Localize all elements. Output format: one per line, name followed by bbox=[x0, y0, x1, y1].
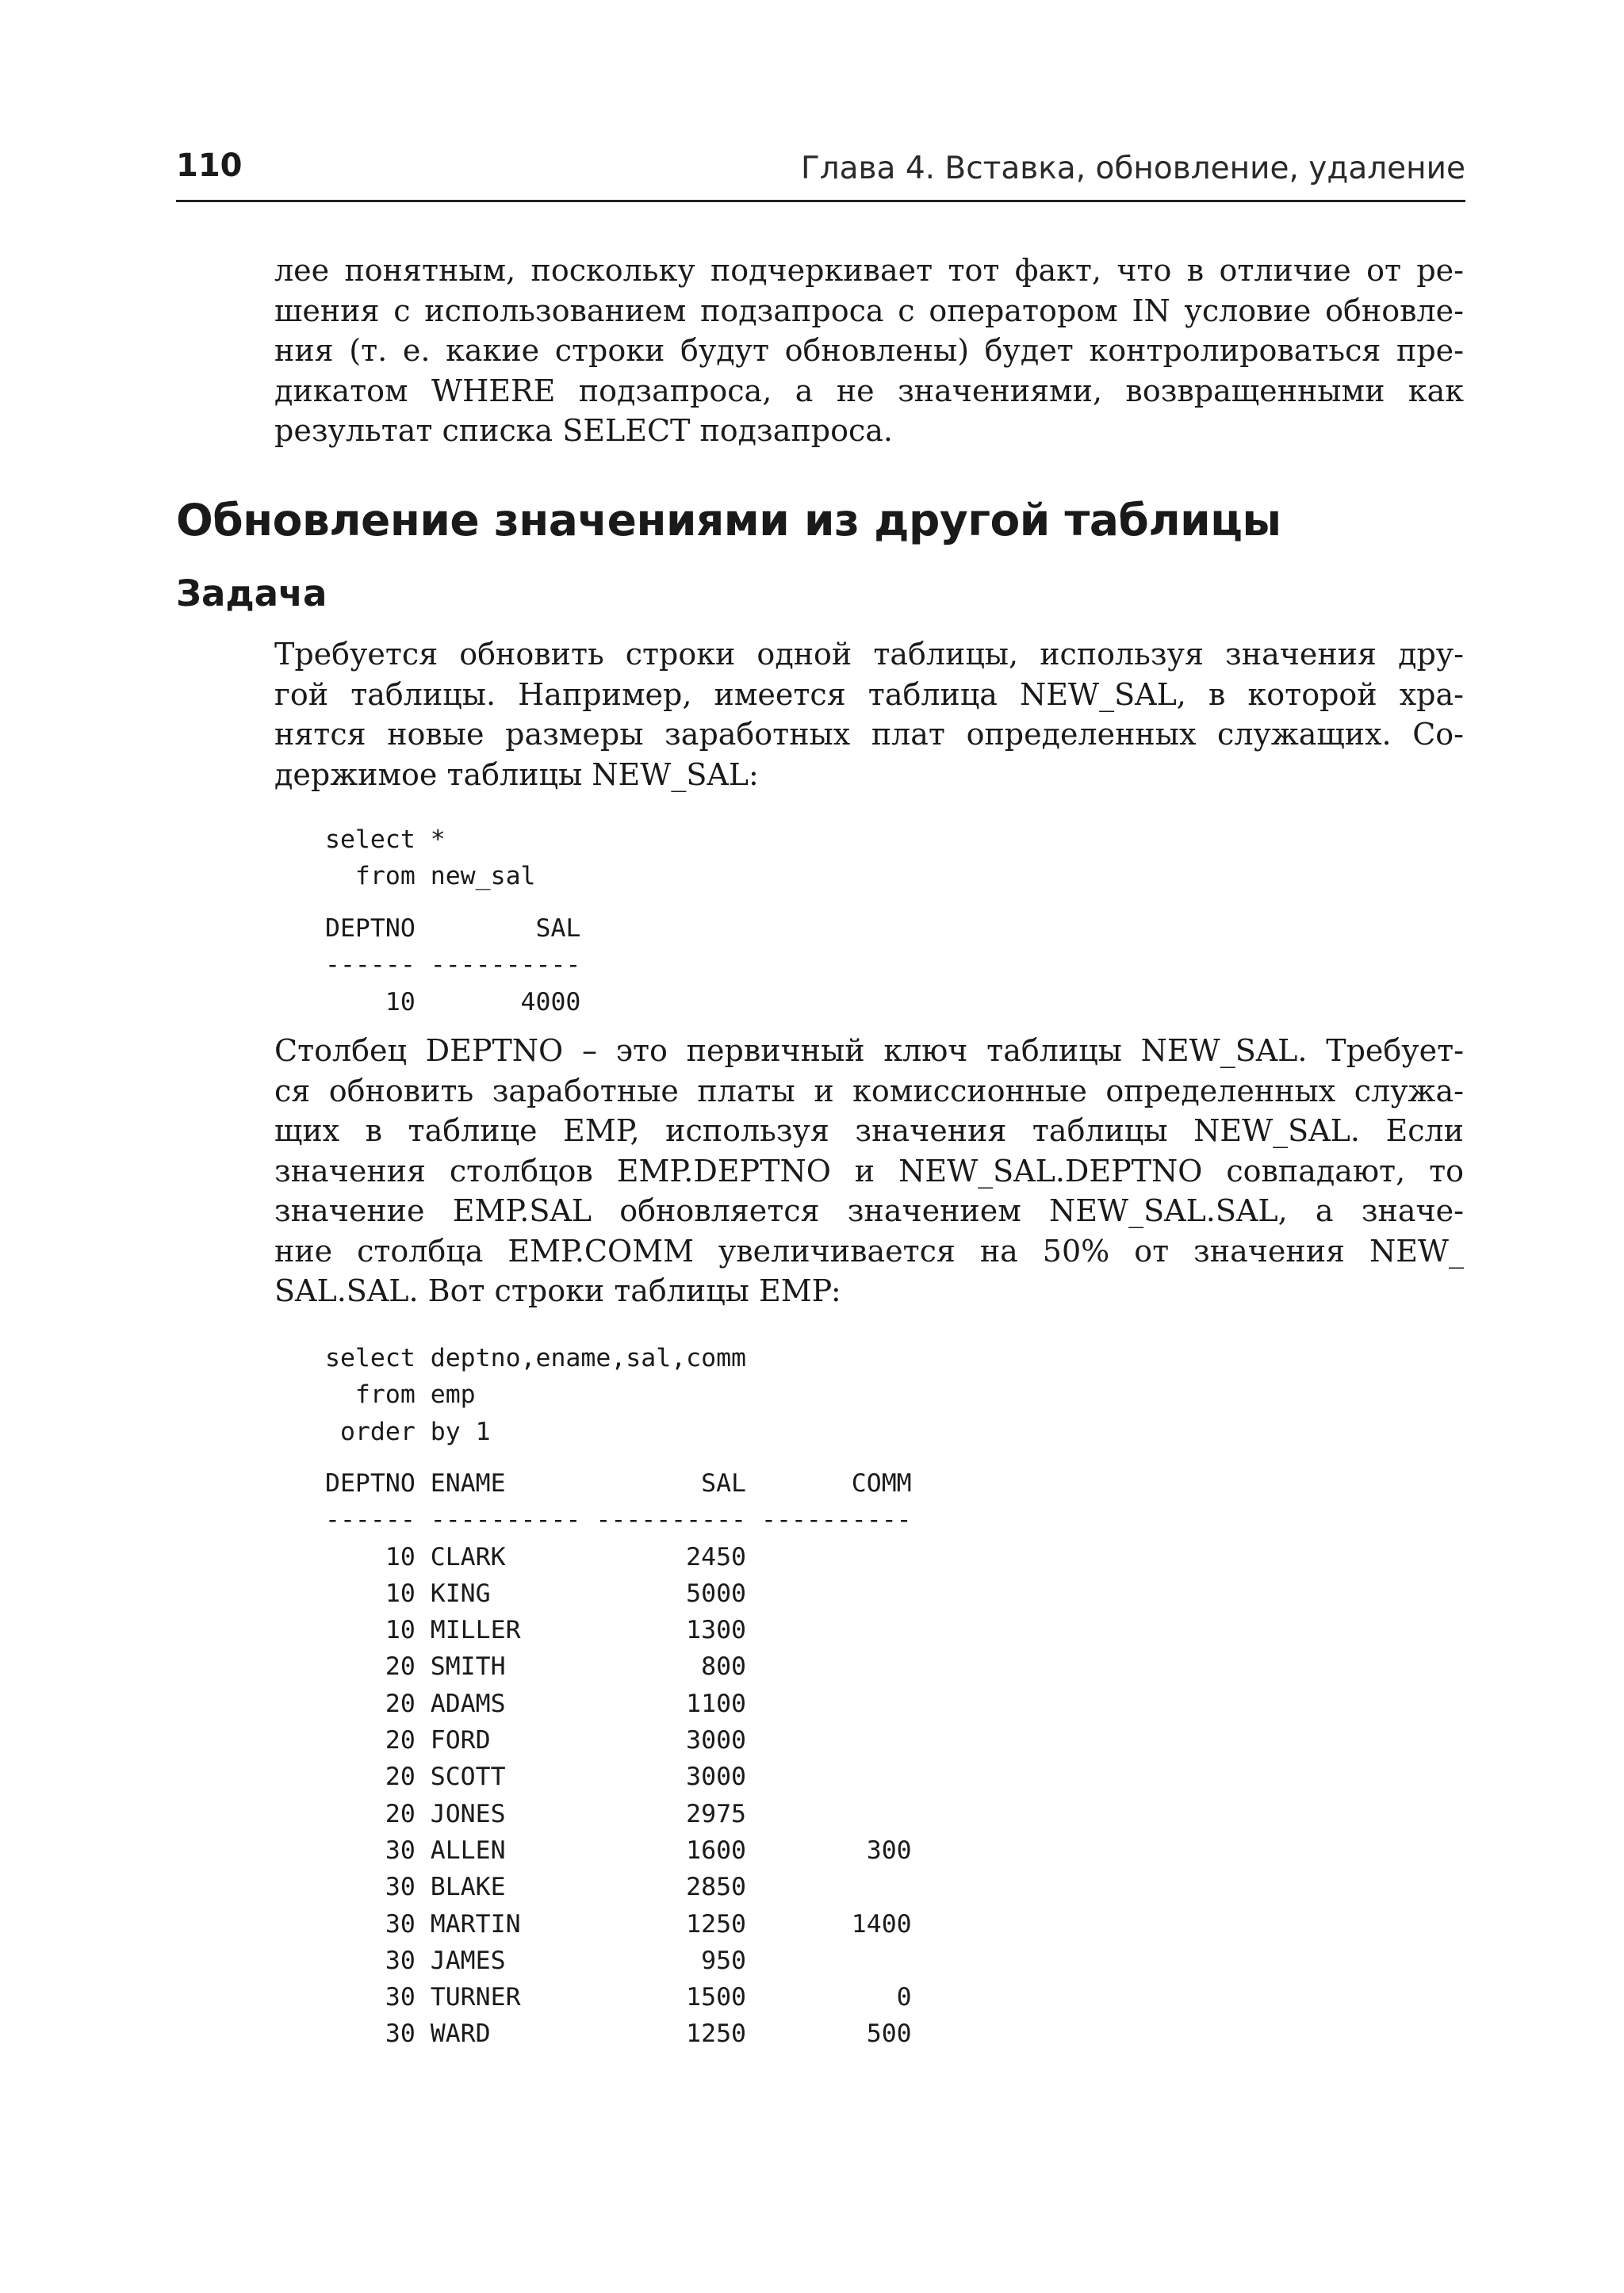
task-paragraph bbox=[274, 634, 1464, 794]
text-line: значение EMP.SAL обновляется значением NEW_SAL.SAL, а значе- bbox=[274, 1193, 1464, 1228]
sql-result-new-sal: DEPTNO SAL ------ ---------- 10 4000 bbox=[325, 914, 581, 1016]
sql-query-new-sal: select * from new_sal bbox=[325, 825, 536, 891]
intro-paragraph bbox=[274, 251, 1464, 451]
text-line: щих в таблице EMP, используя значения таблицы NEW_SAL. Если bbox=[274, 1113, 1464, 1148]
text-line: шения с использованием подзапроса с оператором IN условие обновле- bbox=[274, 293, 1464, 328]
text-line: Столбец DEPTNO – это первичный ключ таблицы NEW_SAL. Требует- bbox=[274, 1033, 1464, 1068]
chapter-title: Глава 4. Вставка, обновление, удаление bbox=[800, 151, 1465, 186]
running-header bbox=[176, 144, 1465, 202]
text-line: держимое таблицы NEW_SAL: bbox=[274, 756, 759, 792]
text-line: Требуется обновить строки одной таблицы, используя значения дру- bbox=[274, 637, 1464, 672]
page-number: 110 bbox=[176, 147, 243, 184]
section-heading: Обновление значениями из другой таблицы bbox=[176, 495, 1281, 545]
explanation-paragraph bbox=[274, 1031, 1464, 1311]
text-line: дикатом WHERE подзапроса, а не значениями, возвращенными как bbox=[274, 373, 1464, 408]
text-line: результат списка SELECT подзапроса. bbox=[274, 413, 893, 448]
text-line: гой таблицы. Например, имеется таблица NEW_SAL, в которой хра- bbox=[274, 676, 1464, 712]
text-line: значения столбцов EMP.DEPTNO и NEW_SAL.DEPTNO совпадают, то bbox=[274, 1153, 1464, 1189]
sql-query-emp: select deptno,ename,sal,comm from emp order by 1 bbox=[325, 1344, 747, 1446]
sql-result-emp: DEPTNO ENAME SAL COMM ------ ---------- ---------- ---------- 10 CLARK 2450 10 KING 5000 10 MILLER 1300 20 SMITH 800 20 ADAMS 1100 20 FORD 3000 20 SCOTT 3000 20 JONES 2975 30 ALLEN 1600 300 30 BLAKE 2850 30 MARTIN 1250 1400 30 JAMES 950 30 TURNER 1500 0 30 WARD 1250 500 bbox=[325, 1469, 912, 2049]
text-line: лее понятным, поскольку подчеркивает тот факт, что в отличие от ре- bbox=[274, 253, 1464, 288]
subsection-heading: Задача bbox=[176, 572, 327, 614]
text-line: ся обновить заработные платы и комиссионные определенных служа- bbox=[274, 1073, 1464, 1108]
text-line: ние столбца EMP.COMM увеличивается на 50% от значения NEW_ bbox=[274, 1233, 1464, 1269]
text-line: SAL.SAL. Вот строки таблицы EMP: bbox=[274, 1273, 841, 1308]
text-line: нятся новые размеры заработных плат определенных служащих. Со- bbox=[274, 717, 1464, 752]
text-line: ния (т. е. какие строки будут обновлены) будет контролироваться пре- bbox=[274, 333, 1464, 368]
